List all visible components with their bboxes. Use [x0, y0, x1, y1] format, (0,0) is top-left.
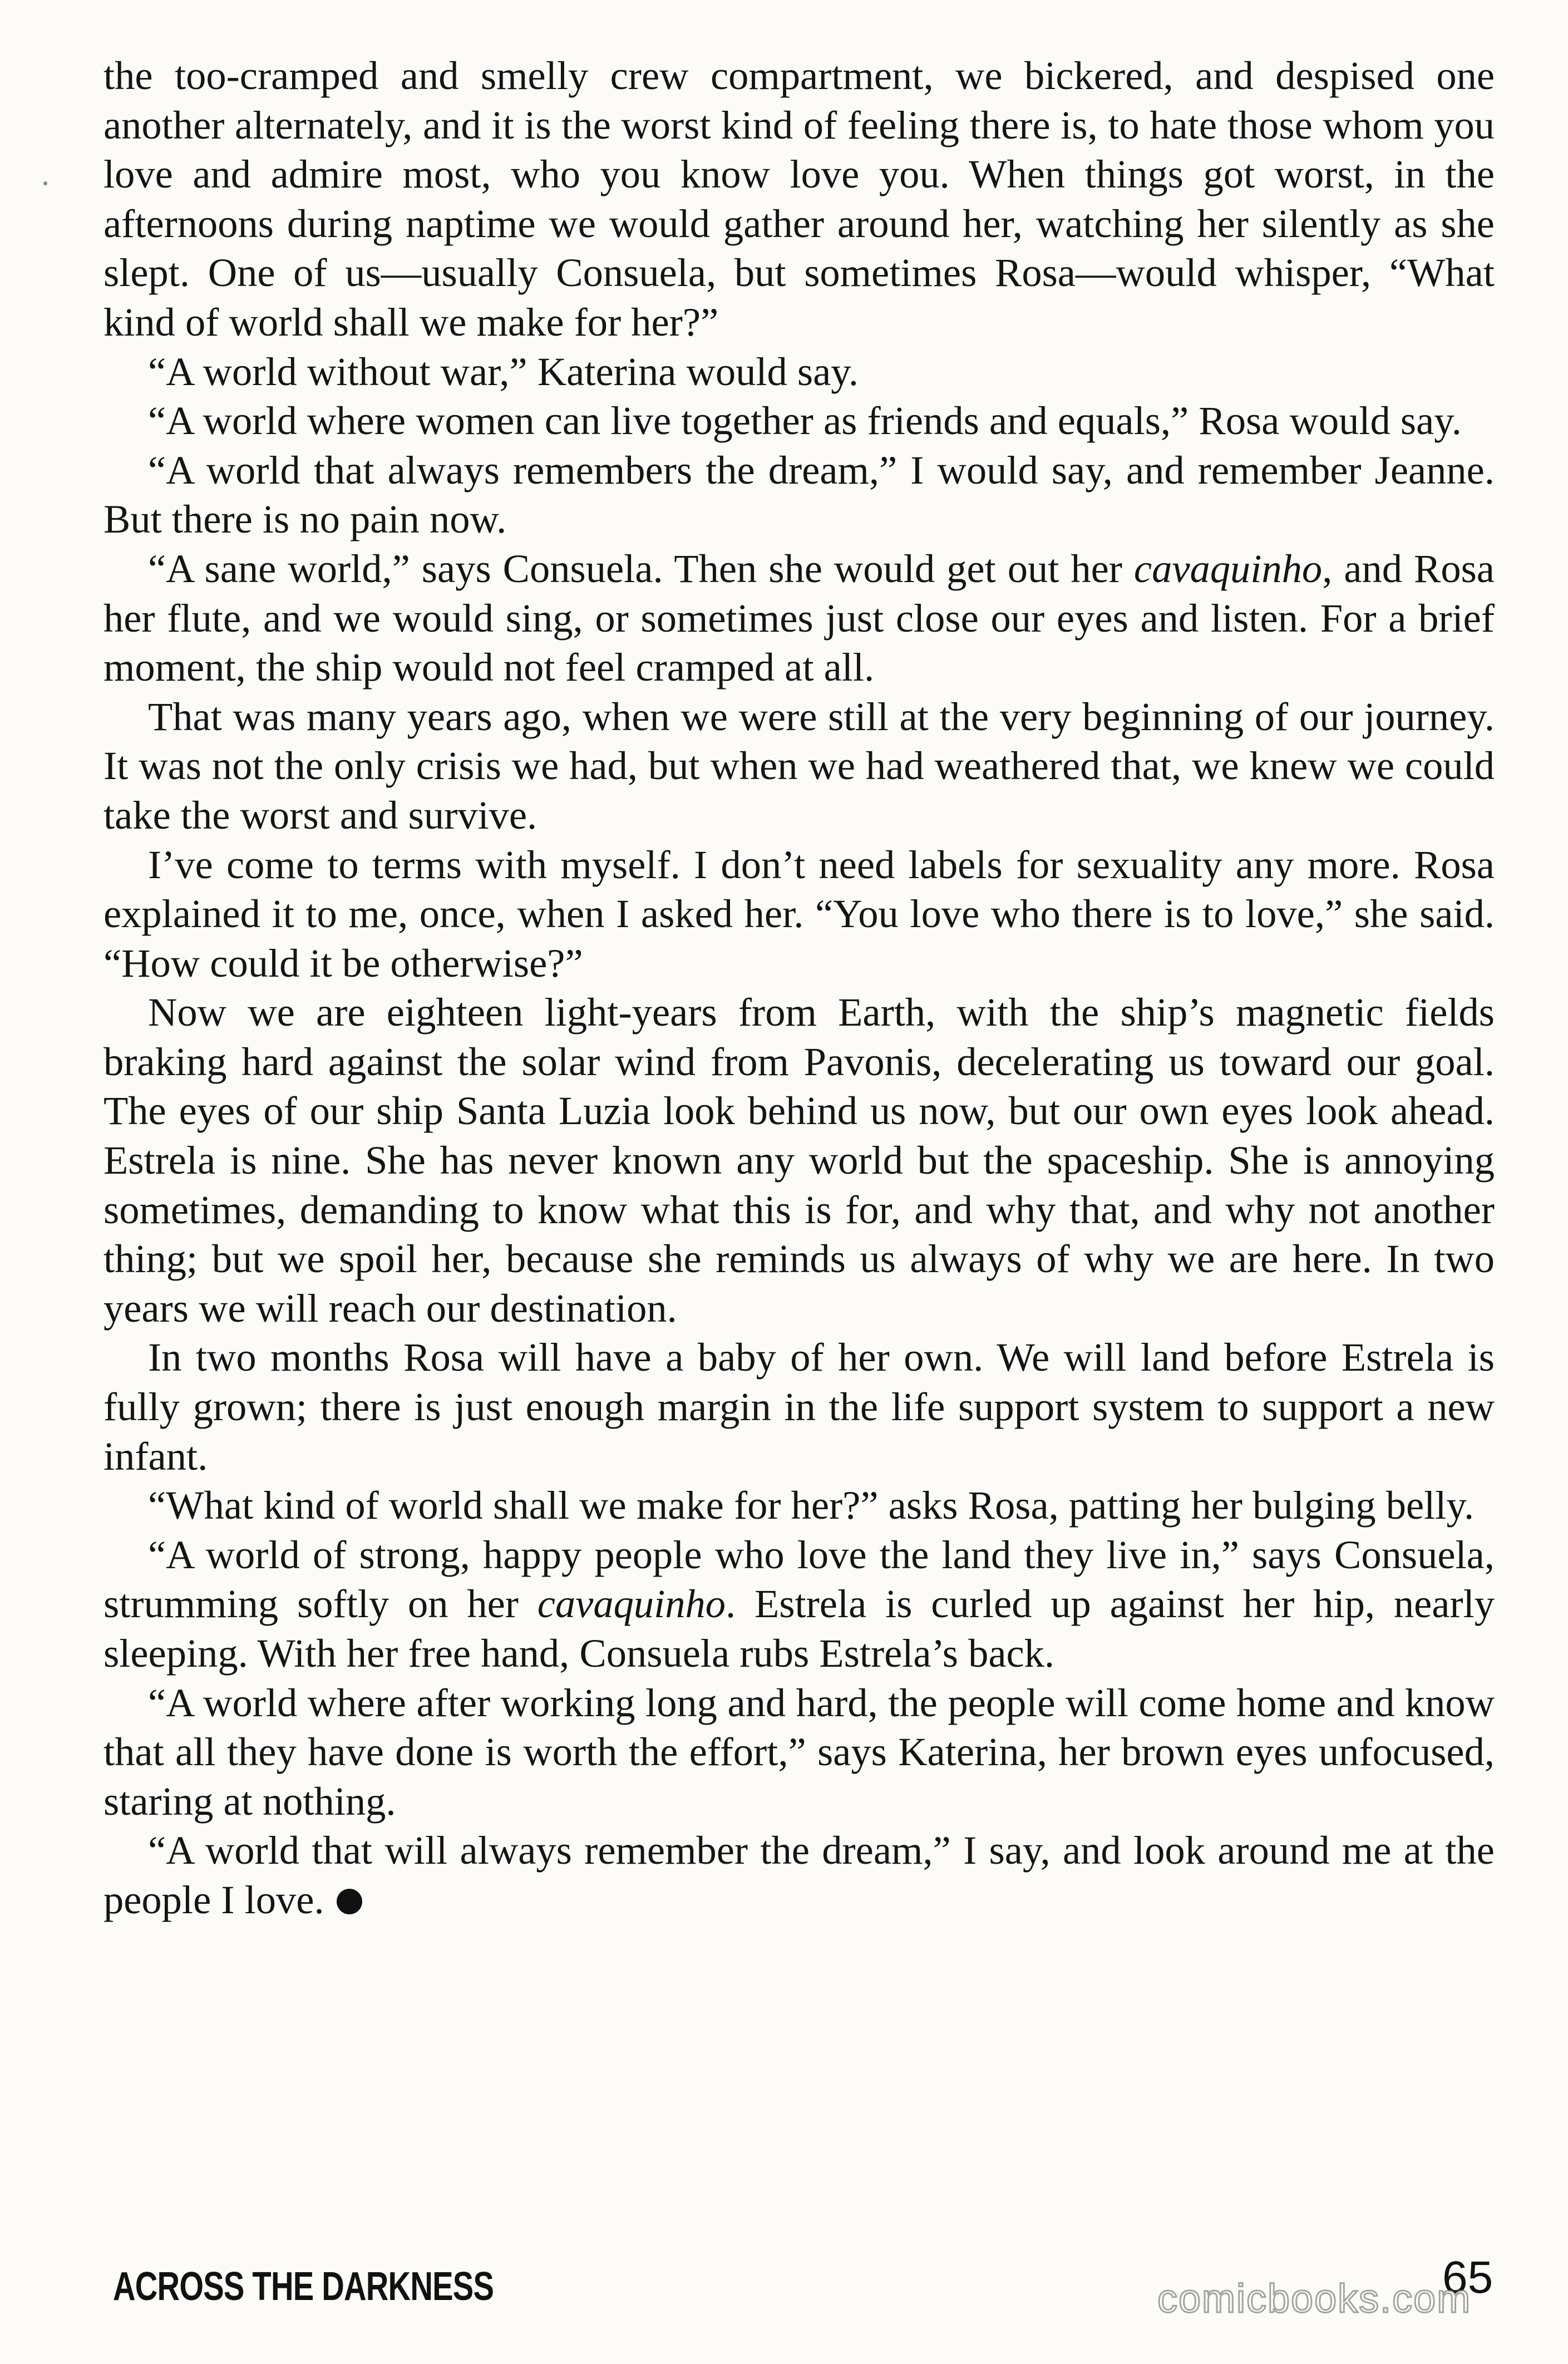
paragraph: the too-cramped and smelly crew compartment, we bickered, and despised one another alternately, and it is the worst kind of feeling there is, to hate those whom you love and admire most, who you know love you. When things got worst, in the afternoons during naptime we would gather around her, watching her silently as she slept. One of us—usually Consuela, but sometimes Rosa—would whisper, “What kind of world shall we make for her?”: [103, 53, 1495, 344]
paragraph: That was many years ago, when we were still at the very beginning of our journey. It was not the only crisis we had, but when we had weathered that, we knew we could take the worst and survive.: [103, 693, 1495, 838]
paragraph: I’ve come to terms with myself. I don’t need labels for sexuality any more. Rosa explained it to me, once, when I asked her. “You love who there is to love,” she said. “How could it be otherwise?”: [103, 841, 1495, 986]
paragraph: Now we are eighteen light-years from Earth, with the ship’s magnetic fields braking hard against the solar wind from Pavonis, decelerating us toward our goal. The eyes of our ship Santa Luzia look behind us now, but our own eyes look ahead. Estrela is nine. She has never known any world but the spaceship. She is annoying sometimes, demanding to know what this is for, and why that, and why not another thing; but we spoil her, because she reminds us always of why we are here. In two years we will reach our destination.: [103, 989, 1495, 1331]
paragraph: “A sane world,” says Consuela. Then she would get out her cavaquinho, and Rosa her flute, and we would sing, or sometimes just close our eyes and listen. For a brief moment, the ship would not feel cramped at all.: [103, 545, 1495, 690]
instrument-name: cavaquinho: [537, 1581, 726, 1627]
final-paragraph: “A world that will always remember the dream,” I say, and look around me at the people I love.: [103, 1826, 1495, 1924]
instrument-name: cavaquinho: [1133, 545, 1323, 591]
page-number: 65: [1442, 2252, 1493, 2303]
paragraph: In two months Rosa will have a baby of her own. We will land before Estrela is fully grown; there is just enough margin in the life support system to support a new infant.: [103, 1334, 1495, 1479]
paragraph: “What kind of world shall we make for her?” asks Rosa, patting her bulging belly.: [148, 1483, 1475, 1528]
paragraph: “A world of strong, happy people who love the land they live in,” says Consuela, strumming softly on her cavaquinho. Estrela is curled up against her hip, nearly sleeping. With her free hand, Consuela rubs Estrela’s back.: [103, 1531, 1495, 1676]
story-text: [103, 51, 1495, 1925]
paragraph: “A world without war,” Katerina would say.: [148, 348, 859, 394]
watermark: comicbooks.com: [1157, 2277, 1472, 2321]
paragraph: “A world where women can live together as friends and equals,” Rosa would say.: [148, 398, 1462, 444]
running-footer-title: ACROSS THE DARKNESS: [113, 2264, 494, 2309]
paragraph: “A world where after working long and hard, the people will come home and know that all they have done is worth the effort,” says Katerina, her brown eyes unfocused, staring at nothing.: [103, 1680, 1495, 1824]
paragraph: “A world that always remembers the dream,” I would say, and remember Jeanne. But there is no pain now.: [103, 447, 1495, 542]
print-speck: [43, 181, 47, 185]
